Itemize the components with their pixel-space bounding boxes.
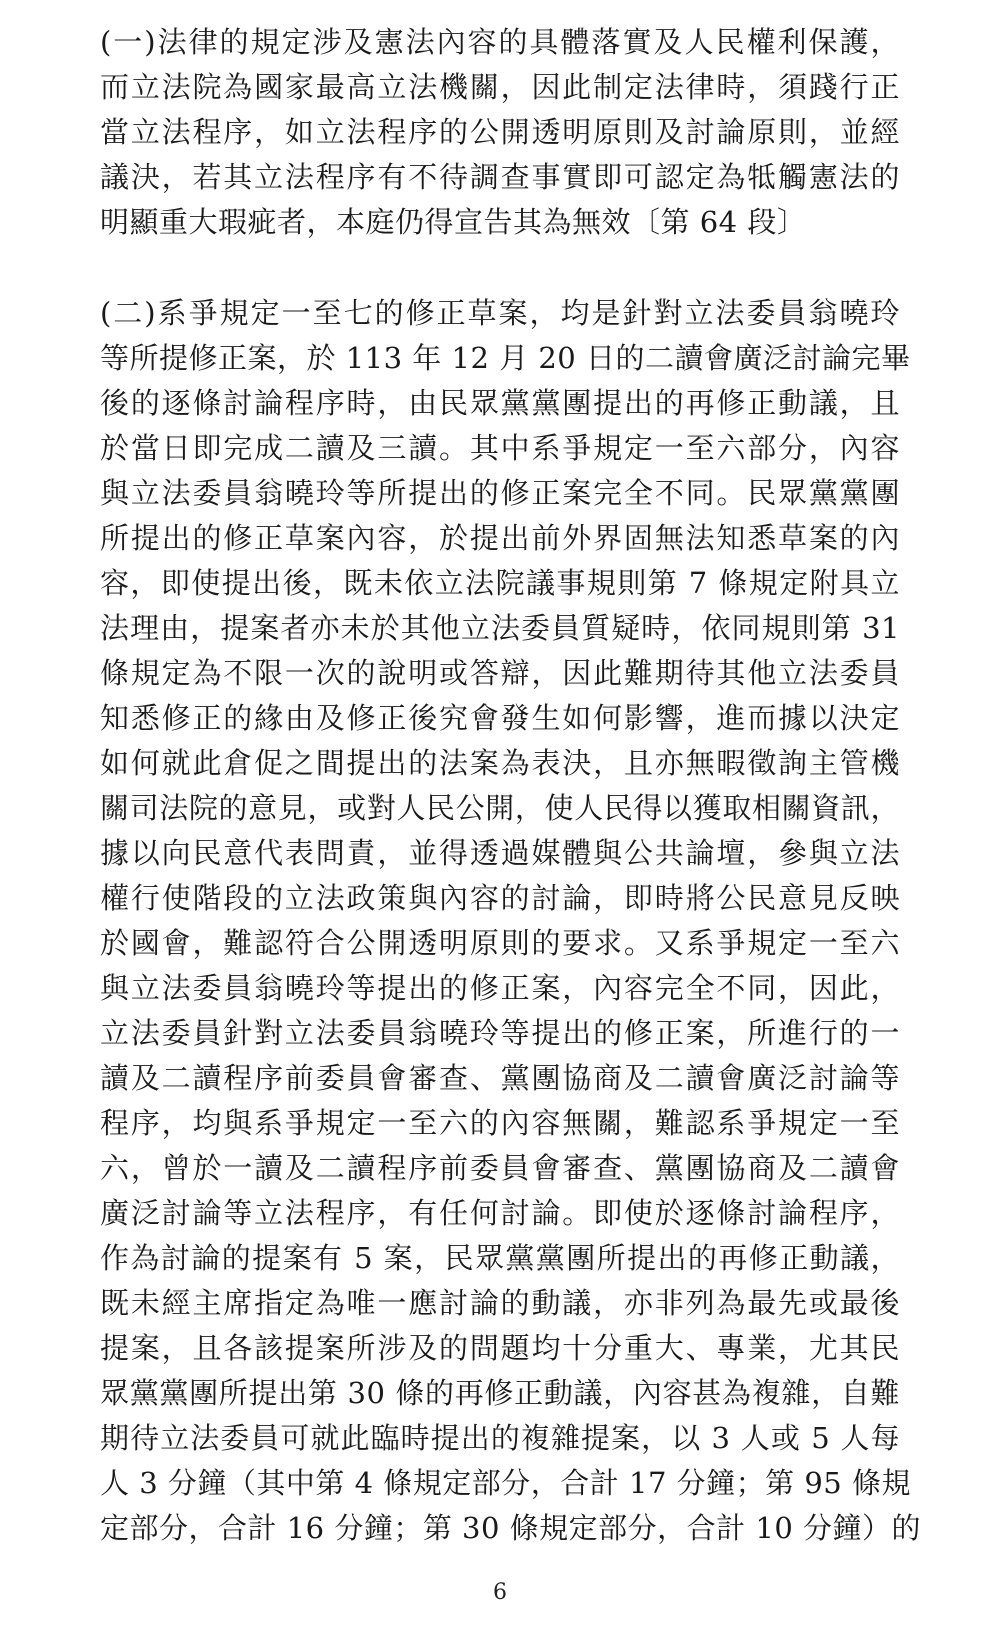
text-line: 讀及二讀程序前委員會審查、黨團協商及二讀會廣泛討論等 bbox=[100, 1061, 900, 1095]
text-line: (一)法律的規定涉及憲法內容的具體落實及人民權利保護， bbox=[100, 25, 900, 59]
text-line: 所提出的修正草案內容，於提出前外界固無法知悉草案的內 bbox=[100, 521, 900, 555]
text-line: 於當日即完成二讀及三讀。其中系爭規定一至六部分，內容 bbox=[100, 431, 900, 465]
text-line: 程序，均與系爭規定一至六的內容無關，難認系爭規定一至 bbox=[100, 1106, 900, 1140]
text-line: 眾黨黨團所提出第 30 條的再修正動議，內容甚為複雜，自難 bbox=[100, 1376, 900, 1410]
text-line: 人 3 分鐘（其中第 4 條規定部分，合計 17 分鐘；第 95 條規 bbox=[100, 1466, 911, 1500]
paragraph-2 bbox=[100, 291, 922, 1551]
text-line: 提案，且各該提案所涉及的問題均十分重大、專業，尤其民 bbox=[100, 1331, 900, 1365]
text-line: 當立法程序，如立法程序的公開透明原則及討論原則，並經 bbox=[100, 115, 900, 149]
text-line: 期待立法委員可就此臨時提出的複雜提案，以 3 人或 5 人每 bbox=[100, 1421, 900, 1455]
text-line: 權行使階段的立法政策與內容的討論，即時將公民意見反映 bbox=[100, 881, 900, 915]
text-line: 後的逐條討論程序時，由民眾黨黨團提出的再修正動議，且 bbox=[100, 386, 900, 420]
text-line: 容，即使提出後，既未依立法院議事規則第 7 條規定附具立 bbox=[100, 566, 900, 600]
text-line: 據以向民意代表問責，並得透過媒體與公共論壇，參與立法 bbox=[100, 836, 900, 870]
page-number: 6 bbox=[493, 1580, 507, 1605]
text-line: 既未經主席指定為唯一應討論的動議，亦非列為最先或最後 bbox=[100, 1286, 900, 1320]
text-line: 立法委員針對立法委員翁曉玲等提出的修正案，所進行的一 bbox=[100, 1016, 900, 1050]
text-line: 與立法委員翁曉玲等所提出的修正案完全不同。民眾黨黨團 bbox=[100, 476, 900, 510]
text-line: 而立法院為國家最高立法機關，因此制定法律時，須踐行正 bbox=[100, 70, 900, 104]
paragraph-1 bbox=[100, 20, 900, 245]
text-line: 法理由，提案者亦未於其他立法委員質疑時，依同規則第 31 bbox=[100, 611, 900, 645]
text-line: 條規定為不限一次的說明或答辯，因此難期待其他立法委員 bbox=[100, 656, 900, 690]
text-line: 議決，若其立法程序有不待調查事實即可認定為牴觸憲法的 bbox=[100, 160, 900, 194]
text-line: 如何就此倉促之間提出的法案為表決，且亦無暇徵詢主管機 bbox=[100, 746, 900, 780]
text-line: 作為討論的提案有 5 案，民眾黨黨團所提出的再修正動議， bbox=[100, 1241, 900, 1275]
text-line: 定部分，合計 16 分鐘；第 30 條規定部分，合計 10 分鐘）的 bbox=[100, 1511, 922, 1545]
text-line: 六，曾於一讀及二讀程序前委員會審查、黨團協商及二讀會 bbox=[100, 1151, 900, 1185]
text-line: 明顯重大瑕疵者，本庭仍得宣告其為無效〔第 64 段〕 bbox=[100, 205, 807, 239]
text-line: 知悉修正的緣由及修正後究會發生如何影響，進而據以決定 bbox=[100, 701, 900, 735]
document-body bbox=[100, 20, 922, 1551]
text-line: 與立法委員翁曉玲等提出的修正案，內容完全不同，因此， bbox=[100, 971, 900, 1005]
text-line: 關司法院的意見，或對人民公開，使人民得以獲取相關資訊， bbox=[100, 791, 900, 825]
text-line: 廣泛討論等立法程序，有任何討論。即使於逐條討論程序， bbox=[100, 1196, 900, 1230]
text-line: 於國會，難認符合公開透明原則的要求。又系爭規定一至六 bbox=[100, 926, 900, 960]
text-line: 等所提修正案，於 113 年 12 月 20 日的二讀會廣泛討論完畢 bbox=[100, 341, 911, 375]
text-line: (二)系爭規定一至七的修正草案，均是針對立法委員翁曉玲 bbox=[100, 296, 900, 330]
